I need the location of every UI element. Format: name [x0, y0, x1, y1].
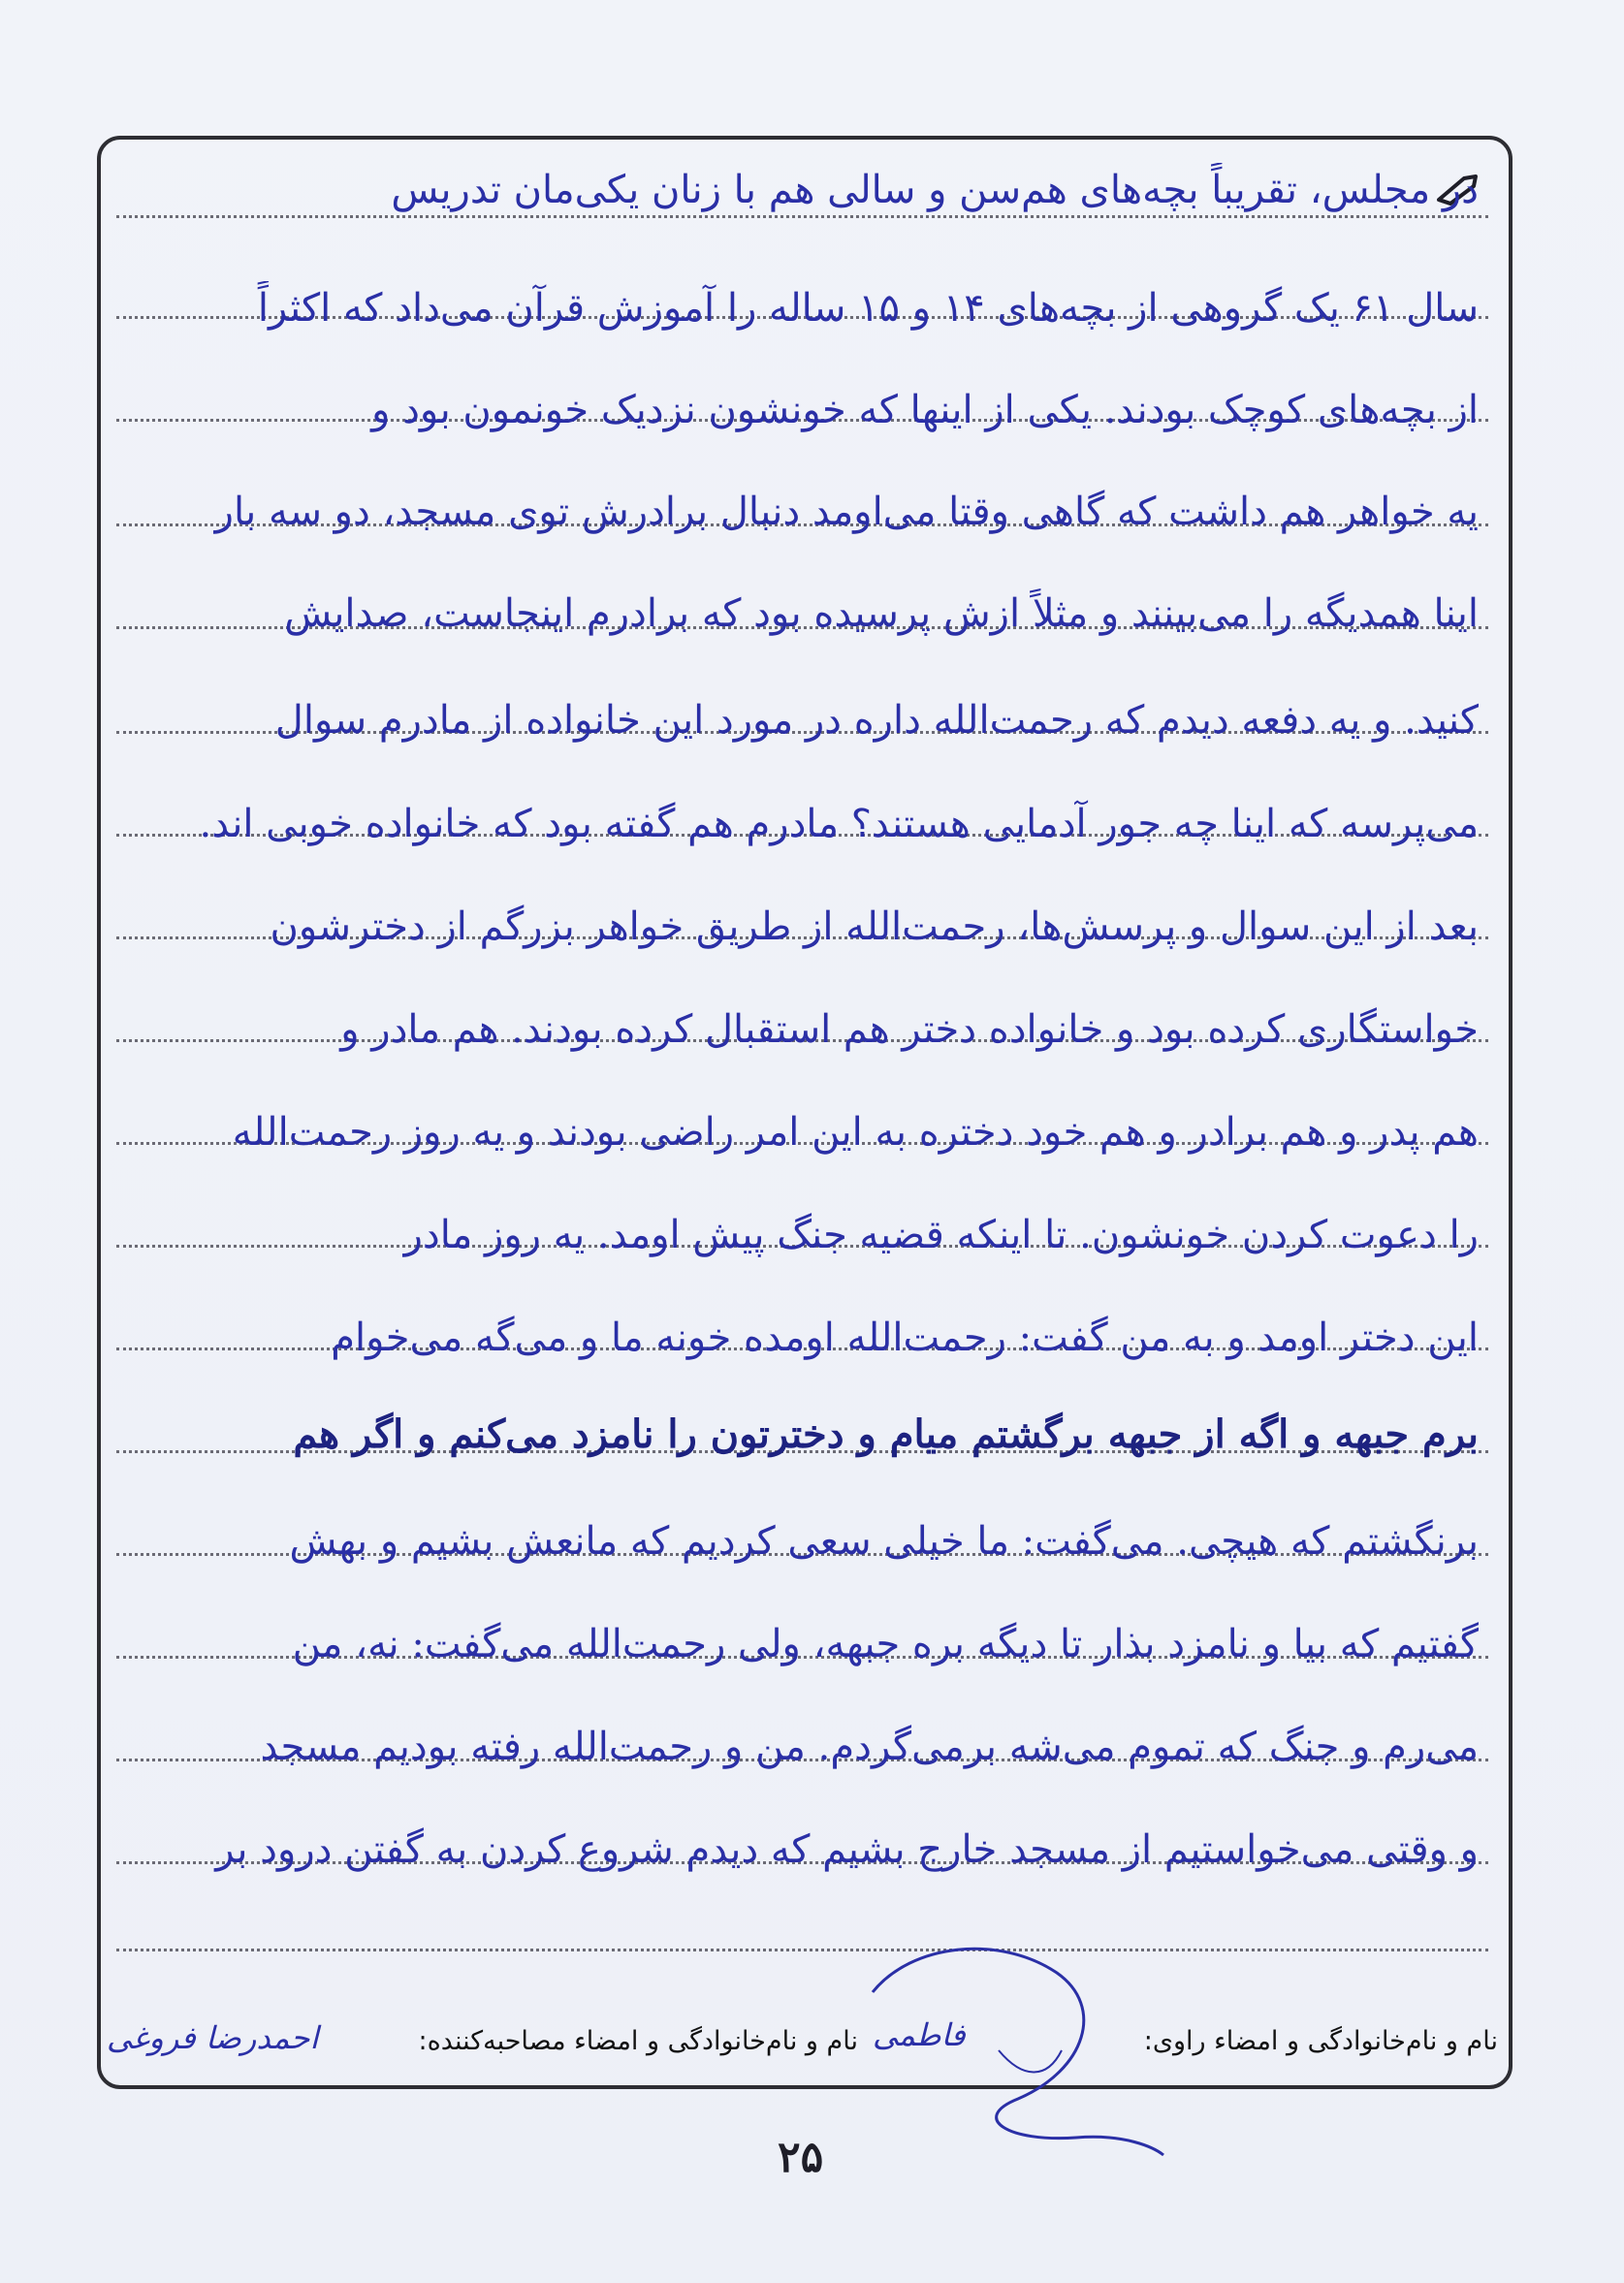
ruled-line	[116, 1949, 1488, 1951]
interviewer-label: نام و نام‌خانوادگی و امضاء مصاحبه‌کننده:	[418, 2026, 858, 2056]
narrator-signature: احمدرضا فروغی	[107, 2019, 319, 2056]
handwritten-line: این دختر اومد و به من گفت: رحمت‌الله اومده خونه ما و می‌گه می‌خوام	[331, 1316, 1479, 1360]
handwritten-line: یه خواهر هم داشت که گاهی وقتا می‌اومد دنبال برادرش توی مسجد، دو سه بار	[214, 490, 1479, 534]
handwritten-line: کنید. و یه دفعه دیدم که رحمت‌الله داره در مورد این خانواده از مادرم سوال	[274, 698, 1479, 743]
signature-footer	[121, 2016, 1498, 2075]
handwritten-line: را دعوت کردن خونشون. تا اینکه قضیه جنگ پیش اومد. یه روز مادر	[403, 1213, 1479, 1257]
handwritten-line: از بچه‌های کوچک بودند. یکی از اینها که خونشون نزدیک خونمون بود و	[371, 388, 1479, 432]
handwritten-line: می‌پرسه که اینا چه جور آدمایی هستند؟ مادرم هم گفته بود که خانواده خوبی اند.	[199, 802, 1479, 846]
handwritten-line: بعد از این سوال و پرسش‌ها، رحمت‌الله از طریق خواهر بزرگم از دخترشون	[270, 904, 1479, 949]
narrator-label: نام و نام‌خانوادگی و امضاء راوی:	[1143, 2026, 1498, 2056]
handwritten-line: اینا همدیگه را می‌بینند و مثلاً ازش پرسیده بود که برادرم اینجاست، صدایش	[284, 591, 1479, 636]
handwritten-line: سال ۶۱ یک گروهی از بچه‌های ۱۴ و ۱۵ ساله را آموزش قرآن می‌داد که اکثراً	[257, 286, 1479, 331]
handwritten-line: برنگشتم که هیچی. می‌گفت: ما خیلی سعی کردیم که مانعش بشیم و بهش	[289, 1519, 1479, 1564]
handwritten-line: می‌رم و جنگ که تموم می‌شه برمی‌گردم. من و رحمت‌الله رفته بودیم مسجد	[260, 1725, 1479, 1769]
handwritten-line: در مجلس، تقریباً بچه‌های هم‌سن و سالی هم با زنان یکی‌مان تدریس	[391, 168, 1479, 212]
page-number: ۲۵	[778, 2133, 824, 2182]
interviewer-signature: فاطمی	[873, 2016, 966, 2053]
handwritten-line: گفتیم که بیا و نامزد بذار تا دیگه بره جبهه، ولی رحمت‌الله می‌گفت: نه، من	[292, 1622, 1479, 1666]
handwritten-line: هم پدر و هم برادر و هم خود دختره به این امر راضی بودند و یه روز رحمت‌الله	[232, 1110, 1479, 1155]
handwritten-line: خواستگاری کرده بود و خانواده دختر هم استقبال کرده بودند. هم مادر و	[340, 1007, 1479, 1052]
handwritten-line: برم جبهه و اگه از جبهه برگشتم میام و دخترتون را نامزد می‌کنم و اگر هم	[293, 1411, 1479, 1457]
handwritten-line: و وقتی می‌خواستیم از مسجد خارج بشیم که دیدم شروع کردن به گفتن درود بر	[215, 1827, 1479, 1872]
